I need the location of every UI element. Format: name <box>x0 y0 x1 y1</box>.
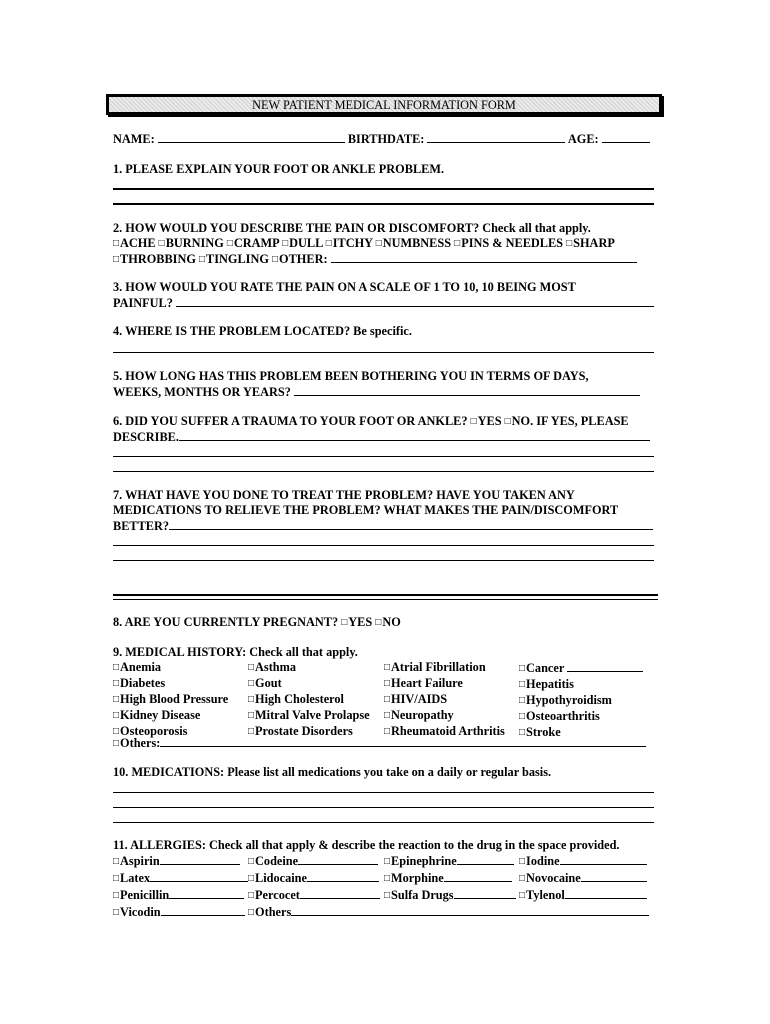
q7-label-line-1: 7. WHAT HAVE YOU DONE TO TREAT THE PROBLEM? HAVE YOU TAKEN ANY <box>113 488 575 502</box>
header-fields-row <box>113 131 650 147</box>
checkbox-icon[interactable]: □ <box>504 416 511 427</box>
medications-line-1[interactable] <box>113 792 654 793</box>
iodine-reaction-field[interactable] <box>560 853 647 865</box>
checkbox-icon[interactable]: □ <box>519 679 526 690</box>
pain-option-tingling[interactable]: □TINGLING <box>198 252 269 266</box>
pain-option-ache[interactable]: □ACHE <box>113 236 156 250</box>
history-osteoarthritis[interactable]: □Osteoarthritis <box>519 709 600 723</box>
q4-label: 4. WHERE IS THE PROBLEM LOCATED? Be specific. <box>113 324 412 338</box>
history-prostate-disorders[interactable]: □Prostate Disorders <box>248 724 353 738</box>
q9-label: 9. MEDICAL HISTORY: Check all that apply. <box>113 645 358 659</box>
pain-option-dull[interactable]: □DULL <box>282 236 323 250</box>
q6-label-line-1: 6. DID YOU SUFFER A TRAUMA TO YOUR FOOT OR ANKLE? □YES □NO. IF YES, PLEASE <box>113 414 629 428</box>
latex-reaction-field[interactable] <box>150 870 248 882</box>
history-col-1 <box>113 660 228 740</box>
treatment-field[interactable] <box>169 518 653 530</box>
other-allergies-field[interactable] <box>291 904 649 916</box>
checkbox-icon[interactable]: □ <box>113 678 120 689</box>
section-divider-bottom <box>113 599 658 600</box>
checkbox-icon[interactable]: □ <box>226 238 233 249</box>
history-high-blood-pressure[interactable]: □High Blood Pressure <box>113 692 229 706</box>
allergy-others[interactable]: □Others <box>248 904 649 921</box>
q1-answer-line-2[interactable] <box>113 203 654 205</box>
allergy-epinephrine[interactable]: □Epinephrine <box>384 853 516 870</box>
q3-label-line-2: PAINFUL? <box>113 295 654 311</box>
q7-answer-line-2[interactable] <box>113 560 654 561</box>
history-col-2 <box>248 660 370 740</box>
checkbox-icon[interactable]: □ <box>519 663 526 674</box>
q7-answer-line-1[interactable] <box>113 545 654 546</box>
allergy-col-3 <box>384 853 516 904</box>
history-mitral-valve-prolapse[interactable]: □Mitral Valve Prolapse <box>248 708 370 722</box>
pain-other-field[interactable] <box>331 251 637 263</box>
trauma-describe-field[interactable] <box>179 429 650 441</box>
checkbox-icon[interactable]: □ <box>384 890 391 901</box>
q5-label-line-1: 5. HOW LONG HAS THIS PROBLEM BEEN BOTHERING YOU IN TERMS OF DAYS, <box>113 369 589 383</box>
checkbox-icon[interactable]: □ <box>158 238 165 249</box>
checkbox-icon[interactable]: □ <box>113 873 120 884</box>
tylenol-reaction-field[interactable] <box>565 887 647 899</box>
checkbox-icon[interactable]: □ <box>375 238 382 249</box>
history-others-row <box>113 735 646 752</box>
allergy-iodine[interactable]: □Iodine <box>519 853 647 870</box>
novocaine-reaction-field[interactable] <box>581 870 647 882</box>
checkbox-icon[interactable]: □ <box>384 873 391 884</box>
pregnant-yes-option[interactable]: □YES <box>341 615 373 629</box>
history-gout[interactable]: □Gout <box>248 676 282 690</box>
pain-option-sharp[interactable]: □SHARP <box>566 236 615 250</box>
pain-option-throbbing[interactable]: □THROBBING <box>113 252 196 266</box>
history-others[interactable]: □Others: <box>113 736 161 750</box>
pain-option-itchy[interactable]: □ITCHY <box>325 236 373 250</box>
form-title: NEW PATIENT MEDICAL INFORMATION FORM <box>252 98 516 112</box>
q1-label: 1. PLEASE EXPLAIN YOUR FOOT OR ANKLE PROBLEM. <box>113 162 445 176</box>
checkbox-icon[interactable]: □ <box>519 727 526 738</box>
q2-options-row-2 <box>113 251 637 268</box>
allergy-lidocaine[interactable]: □Lidocaine <box>248 870 649 887</box>
duration-field[interactable] <box>294 384 640 396</box>
pain-option-other[interactable]: □OTHER: <box>271 252 328 266</box>
birthdate-field[interactable] <box>427 131 565 143</box>
cancer-detail-field[interactable] <box>567 660 643 672</box>
allergy-vicodin[interactable]: □Vicodin <box>113 904 248 921</box>
sulfa-reaction-field[interactable] <box>454 887 516 899</box>
checkbox-icon[interactable]: □ <box>384 726 391 737</box>
epinephrine-reaction-field[interactable] <box>457 853 514 865</box>
q10-row <box>113 765 551 780</box>
checkbox-icon[interactable]: □ <box>113 907 120 918</box>
q10-label: 10. MEDICATIONS: <box>113 765 225 779</box>
q11-row <box>113 838 620 853</box>
checkbox-icon[interactable]: □ <box>384 662 391 673</box>
history-stroke[interactable]: □Stroke <box>519 725 561 739</box>
checkbox-icon[interactable]: □ <box>519 695 526 706</box>
percocet-reaction-field[interactable] <box>300 887 380 899</box>
history-hypothyroidism[interactable]: □Hypothyroidism <box>519 693 612 707</box>
allergy-sulfa-drugs[interactable]: □Sulfa Drugs <box>384 887 516 904</box>
birthdate-label: BIRTHDATE: <box>347 132 425 146</box>
q6-answer-line-2[interactable] <box>113 471 654 472</box>
checkbox-icon[interactable]: □ <box>248 873 255 884</box>
q7-label-line-3: BETTER? <box>113 518 653 534</box>
age-field[interactable] <box>602 131 650 143</box>
checkbox-icon[interactable]: □ <box>248 694 255 705</box>
q2-options-row-1 <box>113 236 615 252</box>
checkbox-icon[interactable]: □ <box>113 856 120 867</box>
medications-line-3[interactable] <box>113 822 654 823</box>
pregnant-no-option[interactable]: □NO <box>375 615 401 629</box>
checkbox-icon[interactable]: □ <box>248 890 255 901</box>
checkbox-icon[interactable]: □ <box>113 710 120 721</box>
checkbox-icon[interactable]: □ <box>113 254 120 265</box>
allergy-col-4 <box>519 853 647 904</box>
checkbox-icon[interactable]: □ <box>271 254 279 265</box>
checkbox-icon[interactable]: □ <box>113 238 120 249</box>
pain-option-burning[interactable]: □BURNING <box>158 236 224 250</box>
history-col-4 <box>519 660 643 741</box>
allergy-novocaine[interactable]: □Novocaine <box>519 870 647 887</box>
allergy-penicillin[interactable]: □Penicillin <box>113 887 248 904</box>
allergy-latex[interactable]: □Latex <box>113 870 248 887</box>
history-high-cholesterol[interactable]: □High Cholesterol <box>248 692 344 706</box>
checkbox-icon[interactable]: □ <box>198 254 206 265</box>
morphine-reaction-field[interactable] <box>444 870 512 882</box>
checkbox-icon[interactable]: □ <box>519 856 526 867</box>
vicodin-reaction-field[interactable] <box>161 904 245 916</box>
history-neuropathy[interactable]: □Neuropathy <box>384 708 454 722</box>
checkbox-icon[interactable]: □ <box>113 694 120 705</box>
checkbox-icon[interactable]: □ <box>325 238 332 249</box>
q7-label-line-2: MEDICATIONS TO RELIEVE THE PROBLEM? WHAT MAKES THE PAIN/DISCOMFORT <box>113 503 619 517</box>
checkbox-icon[interactable]: □ <box>113 662 120 673</box>
name-field[interactable] <box>158 131 345 143</box>
history-hepatitis[interactable]: □Hepatitis <box>519 677 574 691</box>
pain-option-cramp[interactable]: □CRAMP <box>226 236 279 250</box>
checkbox-icon[interactable]: □ <box>470 416 477 427</box>
history-heart-failure[interactable]: □Heart Failure <box>384 676 463 690</box>
checkbox-icon[interactable]: □ <box>519 890 526 901</box>
checkbox-icon[interactable]: □ <box>113 738 120 749</box>
checkbox-icon[interactable]: □ <box>248 856 255 867</box>
allergy-col-1 <box>113 853 248 921</box>
codeine-reaction-field[interactable] <box>298 853 378 865</box>
checkbox-icon[interactable]: □ <box>375 617 382 628</box>
checkbox-icon[interactable]: □ <box>248 662 255 673</box>
checkbox-icon[interactable]: □ <box>384 710 391 721</box>
checkbox-icon[interactable]: □ <box>519 711 526 722</box>
history-others-field[interactable] <box>160 735 646 747</box>
q8-label: 8. ARE YOU CURRENTLY PREGNANT? <box>113 615 339 629</box>
q11-label: 11. ALLERGIES: <box>113 838 206 852</box>
checkbox-icon[interactable]: □ <box>248 907 255 918</box>
medications-line-2[interactable] <box>113 807 654 808</box>
checkbox-icon[interactable]: □ <box>248 710 255 721</box>
checkbox-icon[interactable]: □ <box>341 617 348 628</box>
checkbox-icon[interactable]: □ <box>113 726 120 737</box>
allergy-aspirin[interactable]: □Aspirin <box>113 853 248 870</box>
history-kidney-disease[interactable]: □Kidney Disease <box>113 708 201 722</box>
q5-label-line-2: WEEKS, MONTHS OR YEARS? <box>113 384 640 400</box>
allergy-tylenol[interactable]: □Tylenol <box>519 887 647 904</box>
q1-answer-line-1[interactable] <box>113 188 654 190</box>
checkbox-icon[interactable]: □ <box>248 678 255 689</box>
history-hiv-aids[interactable]: □HIV/AIDS <box>384 692 448 706</box>
name-label: NAME: <box>113 132 155 146</box>
lidocaine-reaction-field[interactable] <box>307 870 379 882</box>
checkbox-icon[interactable]: □ <box>454 238 461 249</box>
trauma-yes-option[interactable]: □YES <box>470 414 502 428</box>
q4-answer-line[interactable] <box>113 352 654 353</box>
q8-row <box>113 615 401 631</box>
history-atrial-fibrillation[interactable]: □Atrial Fibrillation <box>384 660 486 674</box>
history-anemia[interactable]: □Anemia <box>113 660 162 674</box>
checkbox-icon[interactable]: □ <box>248 726 255 737</box>
allergy-morphine[interactable]: □Morphine <box>384 870 516 887</box>
form-title-banner <box>106 94 662 115</box>
history-asthma[interactable]: □Asthma <box>248 660 297 674</box>
q6-label-line-2: DESCRIBE. <box>113 429 650 445</box>
q2-label: 2. HOW WOULD YOU DESCRIBE THE PAIN OR DISCOMFORT? Check all that apply. <box>113 221 591 235</box>
history-diabetes[interactable]: □Diabetes <box>113 676 166 690</box>
checkbox-icon[interactable]: □ <box>384 856 391 867</box>
q6-answer-line-1[interactable] <box>113 456 654 457</box>
section-divider-top <box>113 594 658 596</box>
trauma-no-option[interactable]: □NO. IF YES, PLEASE <box>504 414 629 428</box>
checkbox-icon[interactable]: □ <box>113 890 120 901</box>
checkbox-icon[interactable]: □ <box>384 694 391 705</box>
history-rheumatoid-arthritis[interactable]: □Rheumatoid Arthritis <box>384 724 505 738</box>
q3-label-line-1: 3. HOW WOULD YOU RATE THE PAIN ON A SCALE OF 1 TO 10, 10 BEING MOST <box>113 280 576 294</box>
q10-instruction: Please list all medications you take on a daily or regular basis. <box>227 765 552 779</box>
pain-scale-field[interactable] <box>176 295 654 307</box>
pain-option-pins-needles[interactable]: □PINS & NEEDLES <box>454 236 564 250</box>
aspirin-reaction-field[interactable] <box>160 853 240 865</box>
history-osteoporosis[interactable]: □Osteoporosis <box>113 724 188 738</box>
history-col-3 <box>384 660 505 740</box>
allergy-codeine[interactable]: □Codeine <box>248 853 649 870</box>
age-label: AGE: <box>567 132 599 146</box>
checkbox-icon[interactable]: □ <box>519 873 526 884</box>
checkbox-icon[interactable]: □ <box>384 678 391 689</box>
q11-instruction: Check all that apply & describe the reaction to the drug in the space provided. <box>209 838 620 852</box>
penicillin-reaction-field[interactable] <box>169 887 244 899</box>
checkbox-icon[interactable]: □ <box>282 238 289 249</box>
pain-option-numbness[interactable]: □NUMBNESS <box>375 236 452 250</box>
history-cancer[interactable]: □Cancer <box>519 660 643 677</box>
checkbox-icon[interactable]: □ <box>566 238 573 249</box>
allergy-percocet[interactable]: □Percocet <box>248 887 649 904</box>
